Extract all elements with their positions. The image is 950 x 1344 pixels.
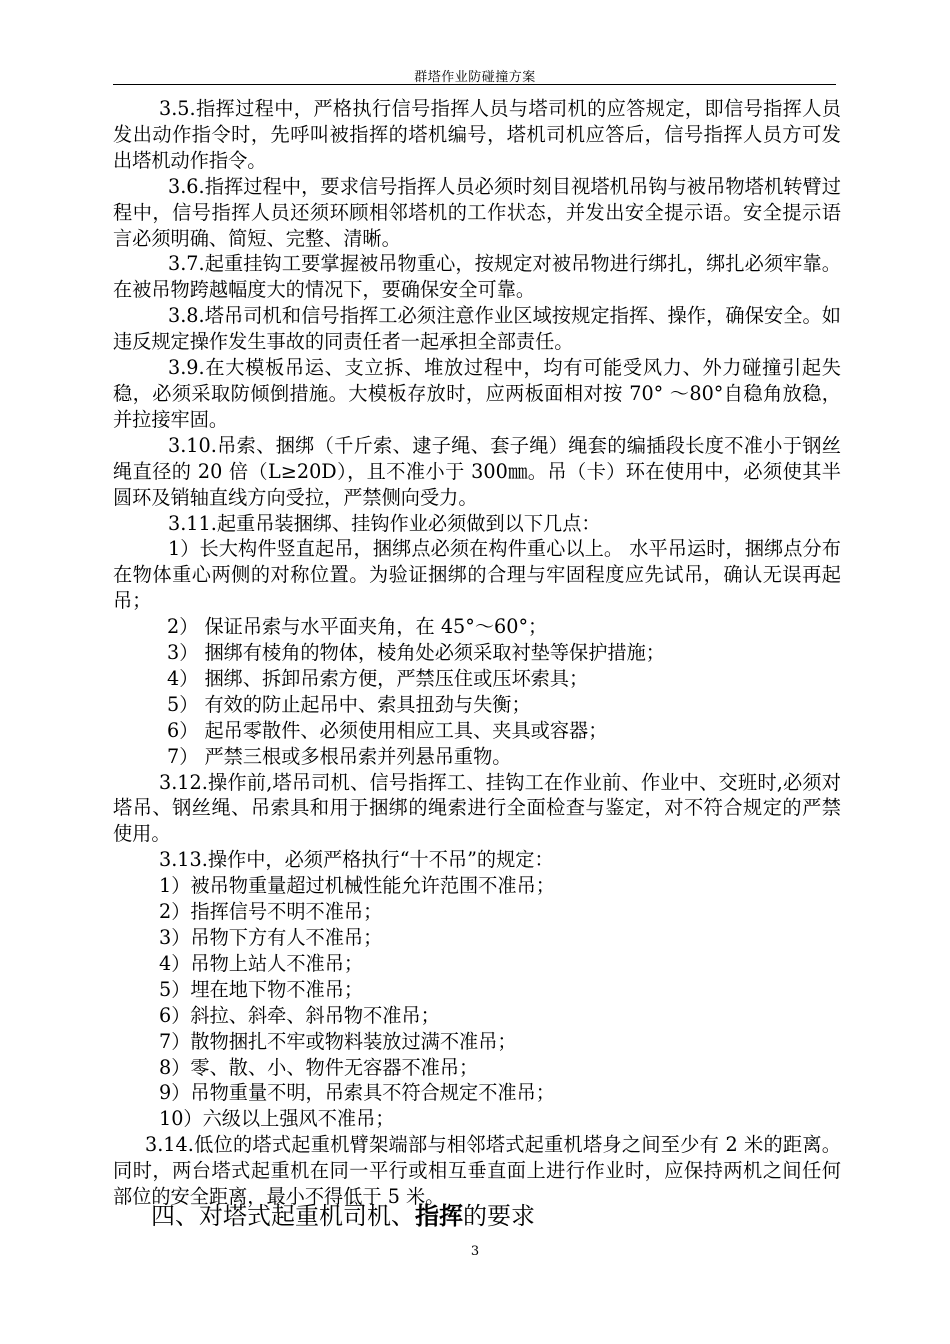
section-heading-part: 的要求	[463, 1202, 535, 1230]
paragraph-3-9: 3.9.在大模板吊运、支立拆、堆放过程中，均有可能受风力、外力碰撞引起失稳，必须采取防倾倒措施。大模板存放时，应两板面相对按 70° ～80°自稳角放稳，并拉接牢固。	[113, 356, 841, 431]
list-item: 1）被吊物重量超过机械性能允许范围不准吊；	[159, 874, 555, 898]
page-number: 3	[470, 1244, 480, 1259]
section-heading-part: 四、对塔式起重机司机、	[151, 1202, 415, 1230]
page-header-rule	[113, 84, 836, 85]
paragraph-3-10: 3.10.吊索、捆绑（千斤索、逮子绳、套子绳）绳套的编插段长度不准小于钢丝绳直径的 20 倍（L≥20D），且不准小于 300㎜。吊（卡）环在使用中，必须使其半圆环及销轴直线方向受拉，严禁侧向受力。	[113, 433, 841, 509]
list-item: 2）指挥信号不明不准吊；	[159, 900, 383, 924]
list-item: 8）零、散、小、物件无容器不准吊；	[159, 1055, 479, 1079]
list-item: 4） 捆绑、拆卸吊索方便，严禁压住或压坏索具；	[167, 666, 589, 690]
list-item: 3）吊物下方有人不准吊；	[159, 926, 383, 949]
list-item: 7） 严禁三根或多根吊索并列悬吊重物。	[167, 744, 512, 768]
list-item: 6） 起吊零散件、必须使用相应工具、夹具或容器；	[167, 718, 608, 742]
paragraph-3-5: 3.5.指挥过程中，严格执行信号指挥人员与塔司机的应答规定，即信号指挥人员发出动作指令时，先呼叫被指挥的塔机编号，塔机司机应答后，信号指挥人员方可发出塔机动作指令。	[113, 97, 841, 172]
section-heading	[151, 1196, 535, 1231]
paragraph-3-7: 3.7.起重挂钩工要掌握被吊物重心，按规定对被吊物进行绑扎，绑扎必须牢靠。在被吊物跨越幅度大的情况下，要确保安全可靠。	[113, 252, 841, 302]
paragraph-3-11: 3.11.起重吊装捆绑、挂钩作业必须做到以下几点：	[168, 511, 601, 535]
list-item: 10）六级以上强风不准吊；	[159, 1107, 395, 1131]
paragraph-3-14: 3.14.低位的塔式起重机臂架端部与相邻塔式起重机塔身之间至少有 2 米的距离。同时，两台塔式起重机在同一平行或相互垂直面上进行作业时，应保持两机之间任何部位的安全距离，最小不得低于 5 米。	[113, 1133, 841, 1209]
page-header-title: 群塔作业防碰撞方案	[414, 70, 536, 85]
section-heading-bold: 指挥	[415, 1202, 463, 1230]
paragraph-3-6: 3.6.指挥过程中，要求信号指挥人员必须时刻目视塔机吊钩与被吊物塔机转臂过程中，信号指挥人员还须环顾相邻塔机的工作状态，并发出安全提示语。安全提示语言必须明确、简短、完整、清晰。	[113, 174, 841, 250]
list-item: 6）斜拉、斜牵、斜吊物不准吊；	[159, 1003, 440, 1027]
list-item: 1）长大构件竖直起吊，捆绑点必须在构件重心以上。 水平吊运时，捆绑点分布在物体重心两侧的对称位置。为验证捆绑的合理与牢固程度应先试吊，确认无误再起吊；	[113, 537, 841, 613]
paragraph-3-8: 3.8.塔吊司机和信号指挥工必须注意作业区域按规定指挥、操作，确保安全。如违反规定操作发生事故的同责任者一起承担全部责任。	[113, 304, 841, 354]
list-item: 5）埋在地下物不准吊；	[159, 977, 364, 1001]
list-item: 7）散物捆扎不牢或物料装放过满不准吊；	[159, 1029, 517, 1053]
document-body	[113, 96, 841, 1210]
list-item: 4）吊物上站人不准吊；	[159, 951, 364, 975]
paragraph-3-12: 3.12.操作前,塔吊司机、信号指挥工、挂钩工在作业前、作业中、交班时,必须对塔吊、钢丝绳、吊索具和用于捆绑的绳索进行全面检查与鉴定，对不符合规定的严禁使用。	[113, 770, 841, 846]
list-item: 5） 有效的防止起吊中、索具扭劲与失衡；	[167, 692, 531, 716]
list-item: 9）吊物重量不明，吊索具不符合规定不准吊；	[159, 1081, 555, 1105]
paragraph-3-13: 3.13.操作中，必须严格执行“十不吊”的规定：	[159, 848, 554, 872]
list-item: 3） 捆绑有棱角的物体，棱角处必须采取衬垫等保护措施；	[167, 641, 665, 665]
list-item: 2） 保证吊索与水平面夹角，在 45°～60°；	[167, 615, 548, 639]
